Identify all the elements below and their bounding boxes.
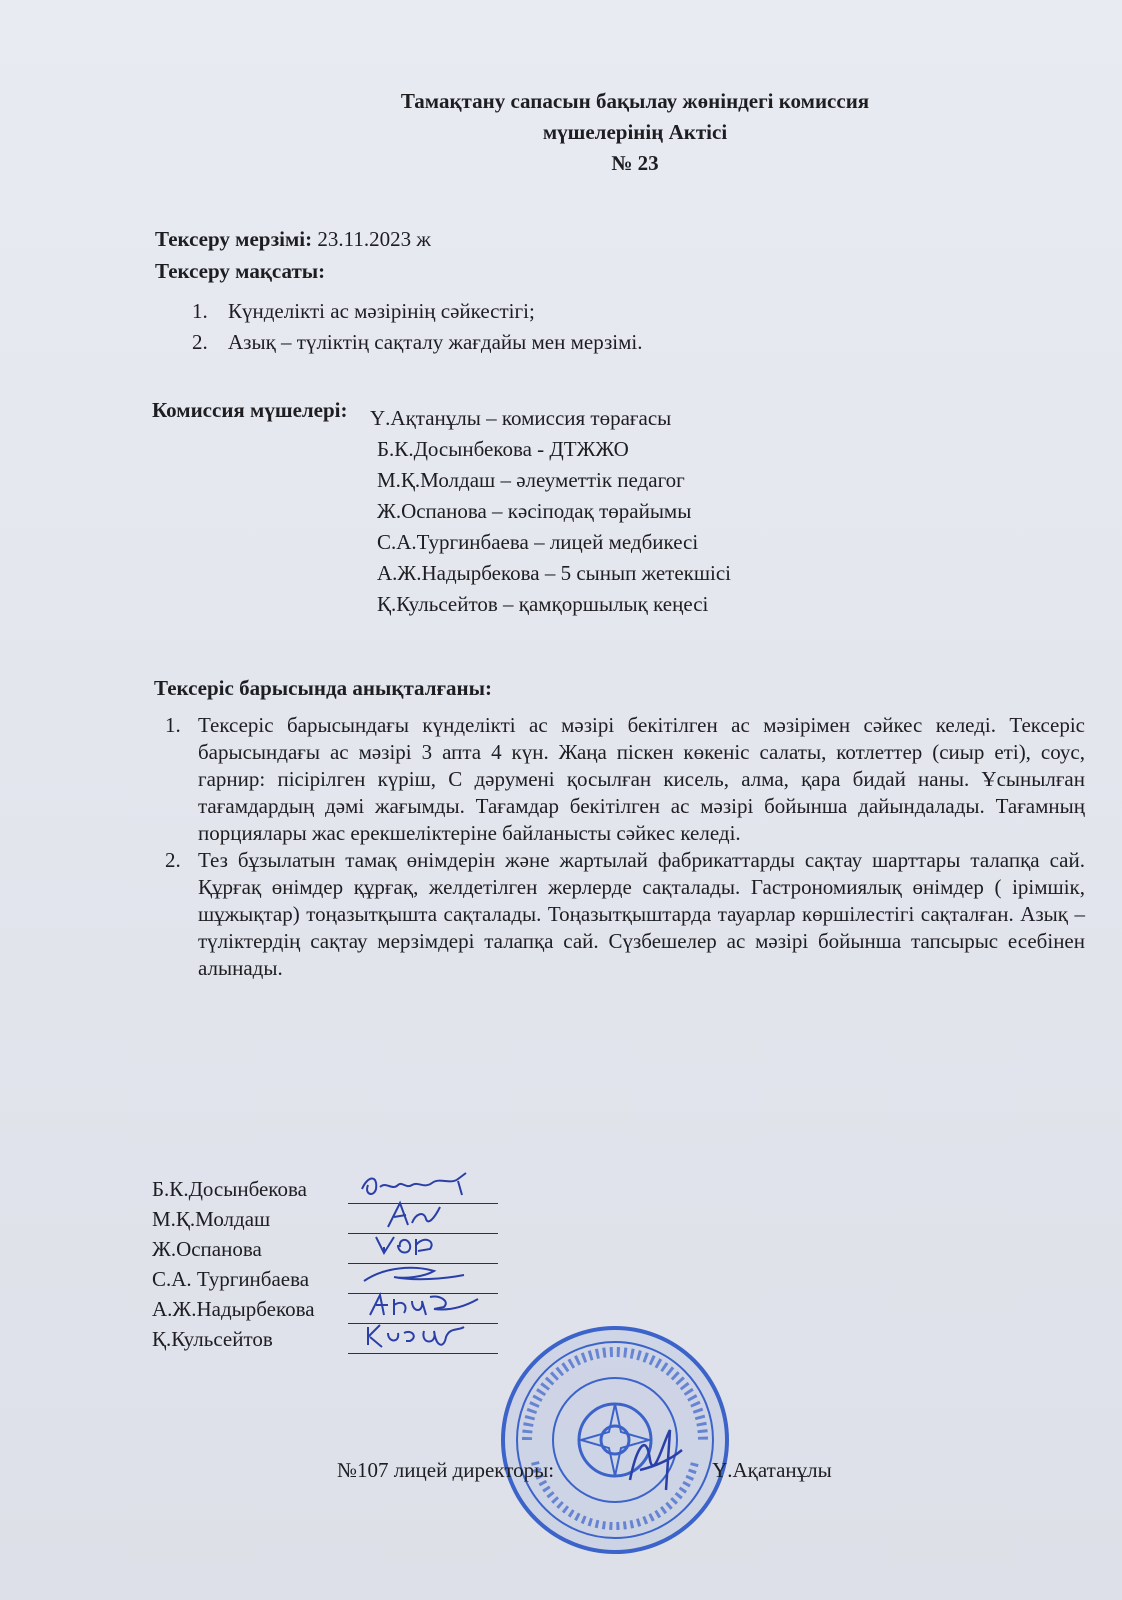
handwritten-signature [354,1287,484,1321]
check-date-value: 23.11.2023 ж [317,227,431,251]
check-purpose-label: Тексеру мақсаты: [155,259,326,283]
signer-name: Қ.Кульсейтов [152,1327,273,1351]
member: Б.К.Досынбекова - ДТЖЖО [377,437,629,461]
findings-list [165,712,1085,982]
signer-name: А.Ж.Надырбекова [152,1297,315,1321]
member: Ж.Оспанова – кәсіподақ төрайымы [377,499,692,523]
document-title [300,86,970,179]
list-item-number: 1. [165,713,181,737]
handwritten-signature [354,1227,484,1261]
list-item-text: Азық – түліктің сақталу жағдайы мен мерзімі. [228,330,643,354]
list-item [192,327,642,358]
list-item-text: Тексеріс барысындағы күнделікті ас мәзірі бекітілген ас мәзірімен сәйкес келеді. Тексеріс барысындағы ас мәзірі 3 апта 4 күн. Жаңа піскен көкеніс салаты, котлеттер (сиыр еті), соус, гарнир: пісірілген күріш, С дәрумені қосылған кисель, алма, қара бидай наны. Ұсынылған тағамдардың дәмі жағымды. Тағамдар бекітілген ас мәзірі бойынша дайындалады. Тағамның порциялары жас ерекшеліктеріне байланысты сәйкес келеді. [198,713,1085,845]
handwritten-signature [354,1317,484,1351]
director-label: №107 лицей директоры: [337,1458,555,1482]
member: Қ.Кульсейтов – қамқоршылық кеңесі [377,592,709,616]
director-signature [620,1420,690,1500]
handwritten-signature [354,1257,484,1291]
title-line-1: Тамақтану сапасын бақылау жөніндегі комиссия [400,89,870,113]
member: М.Қ.Молдаш – әлеуметтік педагог [377,468,685,492]
list-item [165,712,1085,847]
signer-name: М.Қ.Молдаш [152,1207,271,1231]
list-item-number: 2. [165,848,181,872]
signature-line [348,1329,498,1354]
list-item [165,847,1085,982]
director-name: Ү.Ақатанұлы [712,1458,832,1482]
findings-label: Тексеріс барысында анықталғаны: [154,676,493,700]
signer-name: Ж.Оспанова [152,1237,262,1261]
member: С.А.Тургинбаева – лицей медбикесі [377,530,699,554]
list-item-text: Күнделікті ас мәзірінің сәйкестігі; [228,299,535,323]
director-line [337,1455,832,1485]
signer-name: Б.К.Досынбекова [152,1177,307,1201]
member: Ү.Ақтанұлы – комиссия төрағасы [370,406,672,430]
check-purpose-list [192,296,642,358]
signature-row [152,1324,498,1354]
list-item [192,296,642,327]
handwritten-signature [354,1197,484,1231]
title-line-3: № 23 [611,151,659,175]
handwritten-signature [354,1167,484,1201]
list-item-number: 1. [192,299,208,323]
check-date-label: Тексеру мерзімі: [155,227,313,251]
list-item-number: 2. [192,330,208,354]
signature-block [152,1174,498,1354]
list-item-text: Тез бұзылатын тамақ өнімдерін және жартылай фабрикаттарды сақтау шарттары талапқа сай. Құрғақ өнімдер құрғақ, желдетілген жерлерде сақталады. Гастрономиялық өнімдер ( ірімшік, шұжықтар) тоңазытқышта сақталады. Тоңазытқыштарда тауарлар көршілестігі сақталған. Азық – түліктердің сақтау мерзімдері талапқа сай. Сүзбешелер ас мәзірі бойынша тапсырыс есебінен алынады. [198,848,1085,980]
commission-label: Комиссия мүшелері: [152,398,348,422]
commission-members [370,403,732,620]
member: А.Ж.Надырбекова – 5 сынып жетекшісі [377,561,732,585]
check-date-row [155,224,431,254]
title-line-2: мүшелерінің Актісі [542,120,728,144]
official-stamp [497,1322,733,1558]
signer-name: С.А. Тургинбаева [152,1267,310,1291]
